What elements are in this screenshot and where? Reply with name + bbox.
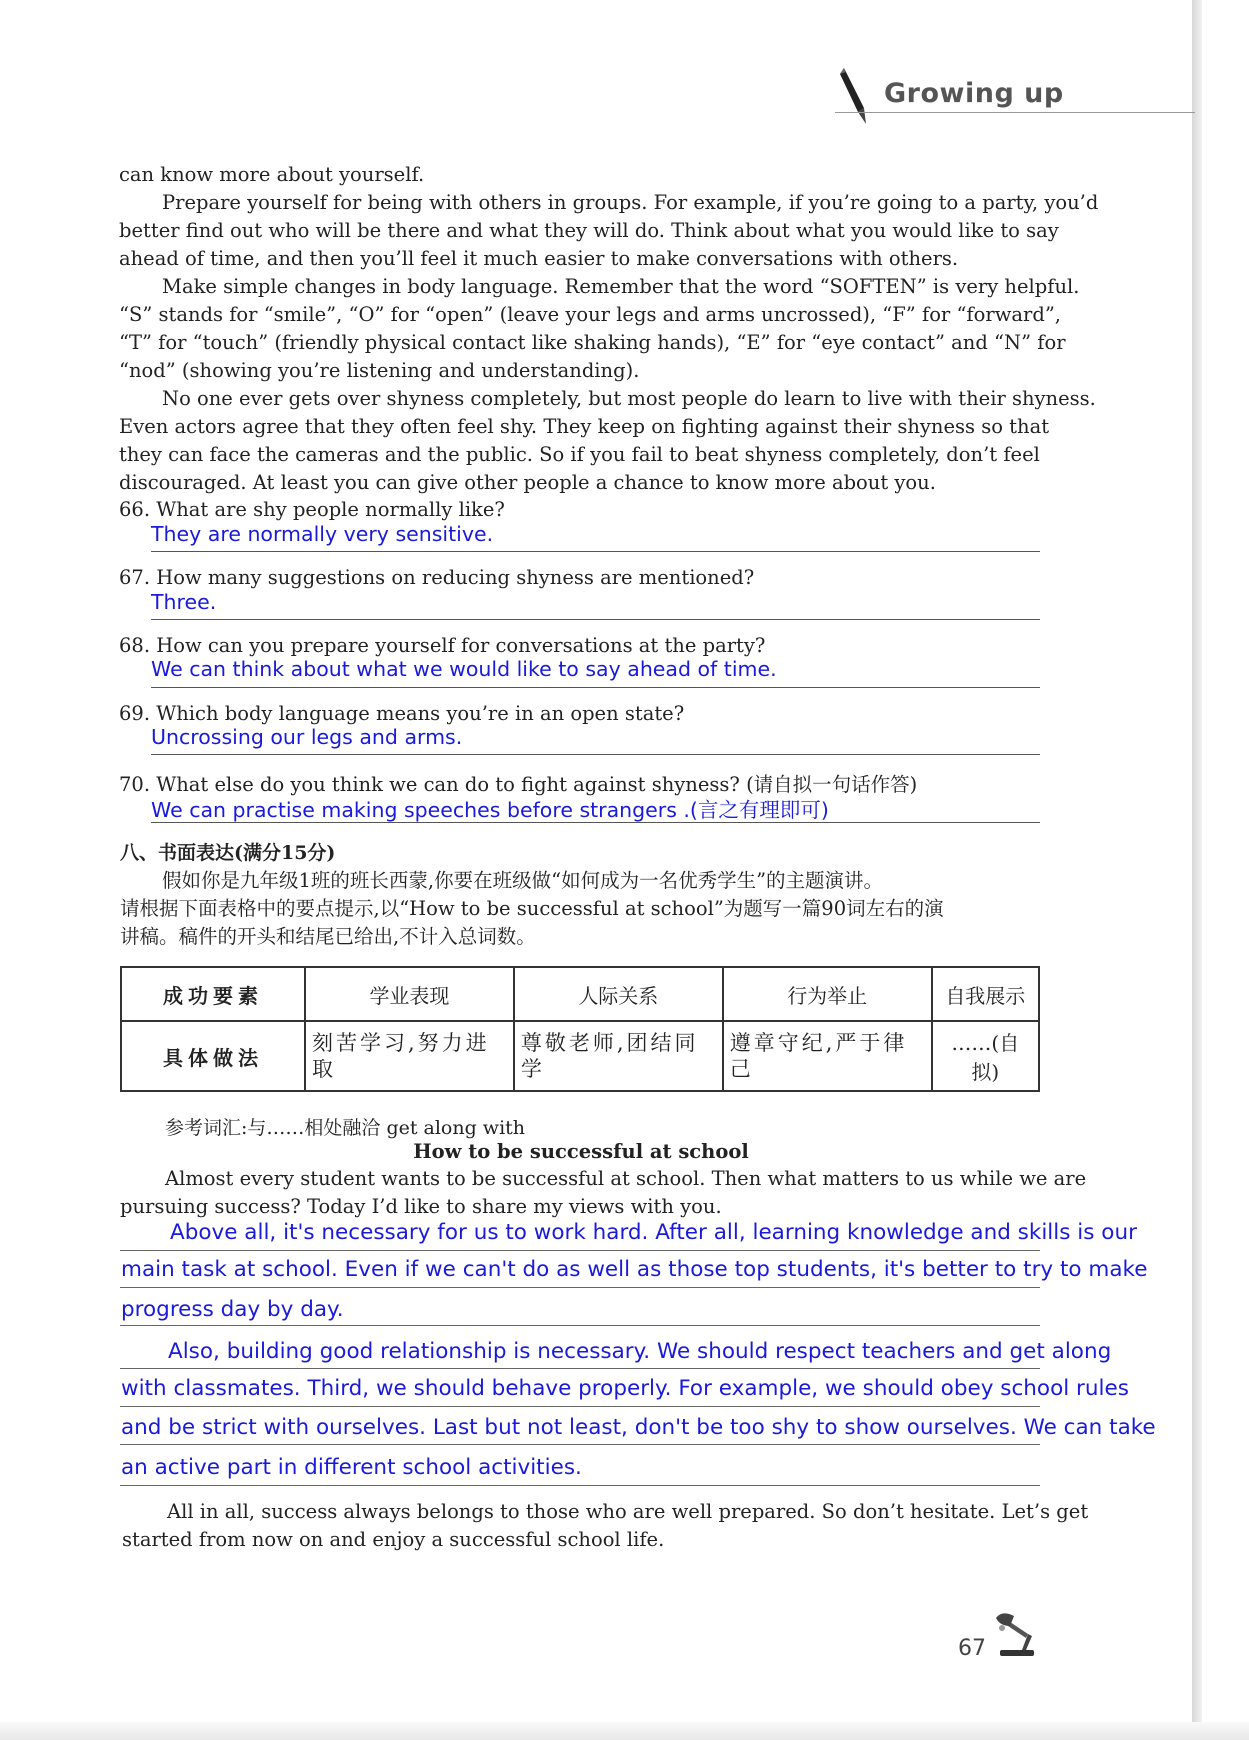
lamp-icon [992,1608,1042,1658]
table-cell: ……(自拟) [932,1021,1039,1091]
header-rule [835,112,1195,113]
essay-title: How to be successful at school [413,1140,749,1163]
table-cell: 学业表现 [305,967,514,1021]
page-bottom-edge [0,1722,1249,1740]
passage-line: “T” for “touch” (friendly physical contact like shaking hands), “E” for “eye contact” and “N” for [119,331,1066,354]
passage-line: Prepare yourself for being with others in groups. For example, if you’re going to a party, you’d [162,191,1099,214]
essay-opening-line: Almost every student wants to be successful at school. Then what matters to us while we are [165,1167,1087,1190]
table-cell: 遵章守纪,严于律己 [723,1021,932,1091]
essay-opening-line: pursuing success? Today I’d like to share my views with you. [120,1195,722,1218]
passage-line: discouraged. At least you can give other people a chance to know more about you. [119,471,936,494]
answer-70: We can practise making speeches before strangers .(言之有理即可) [151,798,829,822]
header-title: Growing up [884,78,1064,109]
table-cell: 刻苦学习,努力进取 [305,1021,514,1091]
passage-line: “S” stands for “smile”, “O” for “open” (leave your legs and arms uncrossed), “F” for “forward”, [119,303,1061,326]
question-66: 66. What are shy people normally like? [119,498,505,521]
instruction-line: 讲稿。稿件的开头和结尾已给出,不计入总词数。 [120,925,536,948]
writing-line [120,1325,1040,1326]
essay-closing-line: All in all, success always belongs to those who are well prepared. So don’t hesitate. Let’s get [167,1500,1089,1523]
table-row [121,967,1039,1021]
answer-68: We can think about what we would like to say ahead of time. [151,657,777,681]
answer-line [151,551,1040,552]
passage-line: they can face the cameras and the public. So if you fail to beat shyness completely, don’t feel [119,443,1040,466]
answer-line [151,754,1040,755]
passage-line: No one ever gets over shyness completely, but most people do learn to live with their shyness. [162,387,1096,410]
writing-line [120,1287,1040,1288]
passage-line: Make simple changes in body language. Remember that the word “SOFTEN” is very helpful. [162,275,1080,298]
table-cell: 成功要素 [121,967,305,1021]
page-number: 67 [958,1636,986,1661]
writing-line [120,1444,1040,1445]
answer-line [151,619,1040,620]
essay-answer-line: main task at school. Even if we can't do as well as those top students, it's better to try to make [121,1257,1148,1282]
passage-line: “nod” (showing you’re listening and understanding). [119,359,640,382]
section-heading: 八、书面表达(满分15分) [120,842,336,864]
passage-line: can know more about yourself. [119,163,425,186]
requirements-table [120,966,1040,1092]
table-cell: 自我展示 [932,967,1039,1021]
answer-66: They are normally very sensitive. [151,522,494,546]
table-cell: 尊敬老师,团结同学 [514,1021,723,1091]
question-69: 69. Which body language means you’re in an open state? [119,702,685,725]
writing-line [120,1406,1040,1407]
instruction-line: 请根据下面表格中的要点提示,以“How to be successful at school”为题写一篇90词左右的演 [120,897,944,920]
instruction-line: 假如你是九年级1班的班长西蒙,你要在班级做“如何成为一名优秀学生”的主题演讲。 [162,869,884,892]
answer-69: Uncrossing our legs and arms. [151,725,463,749]
writing-line [120,1368,1040,1369]
essay-answer-line: Above all, it's necessary for us to work hard. After all, learning knowledge and skills is our [170,1220,1137,1245]
pen-icon [834,64,874,128]
essay-answer-line: an active part in different school activities. [121,1455,582,1480]
writing-line [120,1250,1040,1251]
answer-67: Three. [151,590,217,614]
vocabulary-hint: 参考词汇:与……相处融洽 get along with [165,1117,526,1139]
passage-line: better find out who will be there and what they will do. Think about what you would like to say [119,219,1059,242]
passage-line: ahead of time, and then you’ll feel it much easier to make conversations with others. [119,247,959,270]
table-cell: 具体做法 [121,1021,305,1091]
essay-answer-line: and be strict with ourselves. Last but not least, don't be too shy to show ourselves. We can take [121,1415,1156,1440]
answer-line [151,822,1040,823]
essay-answer-line: with classmates. Third, we should behave properly. For example, we should obey school rules [121,1376,1129,1401]
table-row [121,1021,1039,1091]
question-70: 70. What else do you think we can do to fight against shyness? (请自拟一句话作答) [119,773,918,796]
page-edge [1192,0,1202,1740]
writing-line [120,1485,1040,1486]
essay-closing-line: started from now on and enjoy a successful school life. [122,1528,665,1551]
answer-line [151,687,1040,688]
essay-answer-line: progress day by day. [121,1297,344,1322]
essay-answer-line: Also, building good relationship is necessary. We should respect teachers and get along [168,1339,1112,1364]
table-cell: 人际关系 [514,967,723,1021]
question-68: 68. How can you prepare yourself for conversations at the party? [119,634,766,657]
question-67: 67. How many suggestions on reducing shyness are mentioned? [119,566,755,589]
table-cell: 行为举止 [723,967,932,1021]
passage-line: Even actors agree that they often feel shy. They keep on fighting against their shyness so that [119,415,1050,438]
